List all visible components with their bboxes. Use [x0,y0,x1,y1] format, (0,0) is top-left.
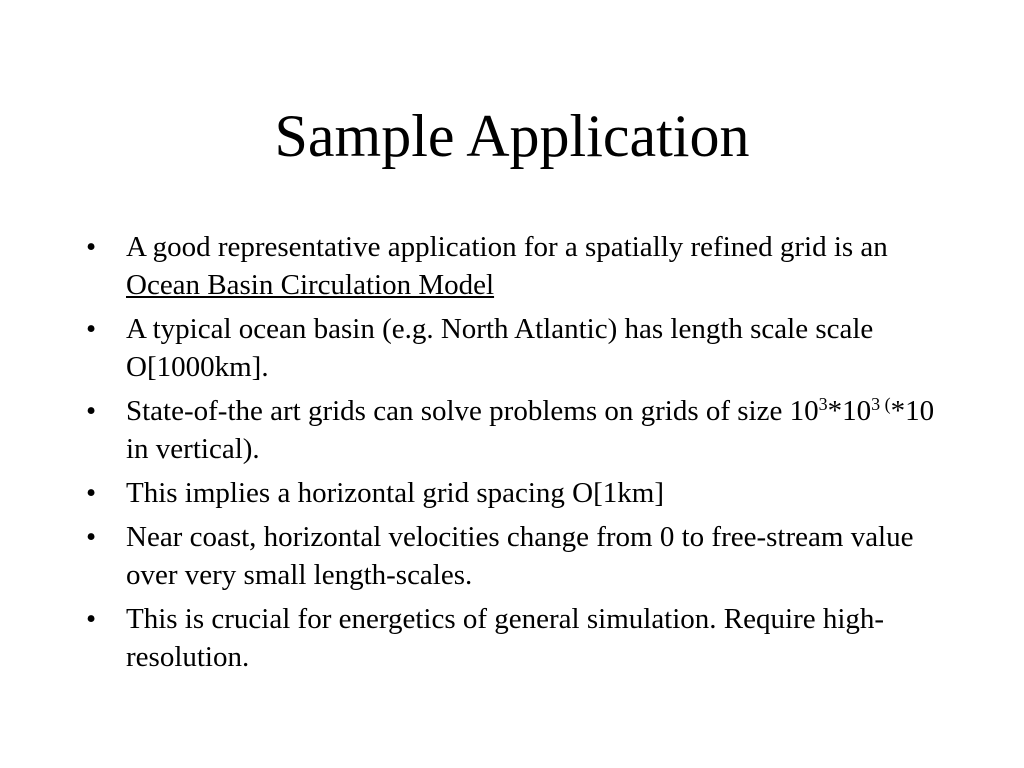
bullet-icon: • [86,395,97,427]
bullet-icon: • [86,231,97,263]
bullet-text: A good representative application for a spatially refined grid is an [126,231,888,263]
bullet-icon: • [86,313,97,345]
bullet-item-energetics [82,600,962,676]
bullet-item-coast-velocity [82,518,962,594]
superscript: 3 [818,394,828,414]
superscript: 3 ( [871,394,891,414]
bullet-icon: • [86,603,97,635]
bullet-item-ocean-model [82,228,962,304]
bullet-text: Near coast, horizontal velocities change from 0 to free-stream value over very small length-scales. [126,521,914,591]
bullet-text: *10 in vertical). [126,395,935,465]
bullet-item-grid-size [82,392,962,468]
bullet-text: *10 [827,395,872,427]
ocean-model-link[interactable]: Ocean Basin Circulation Model [126,269,495,301]
bullet-text: A typical ocean basin (e.g. North Atlantic) has length scale scale O[1000km]. [126,313,874,383]
bullet-item-grid-spacing [82,474,962,512]
slide-title: Sample Application [274,103,750,169]
bullet-icon: • [86,521,97,553]
bullet-text: This is crucial for energetics of general simulation. Require high-resolution. [126,603,885,673]
bullet-icon: • [86,477,97,509]
bullet-text: State-of-the art grids can solve problems on grids of size 10 [126,395,819,427]
bullet-item-basin-scale [82,310,962,386]
bullet-list [82,228,962,682]
bullet-text: This implies a horizontal grid spacing O[1km] [126,477,665,509]
